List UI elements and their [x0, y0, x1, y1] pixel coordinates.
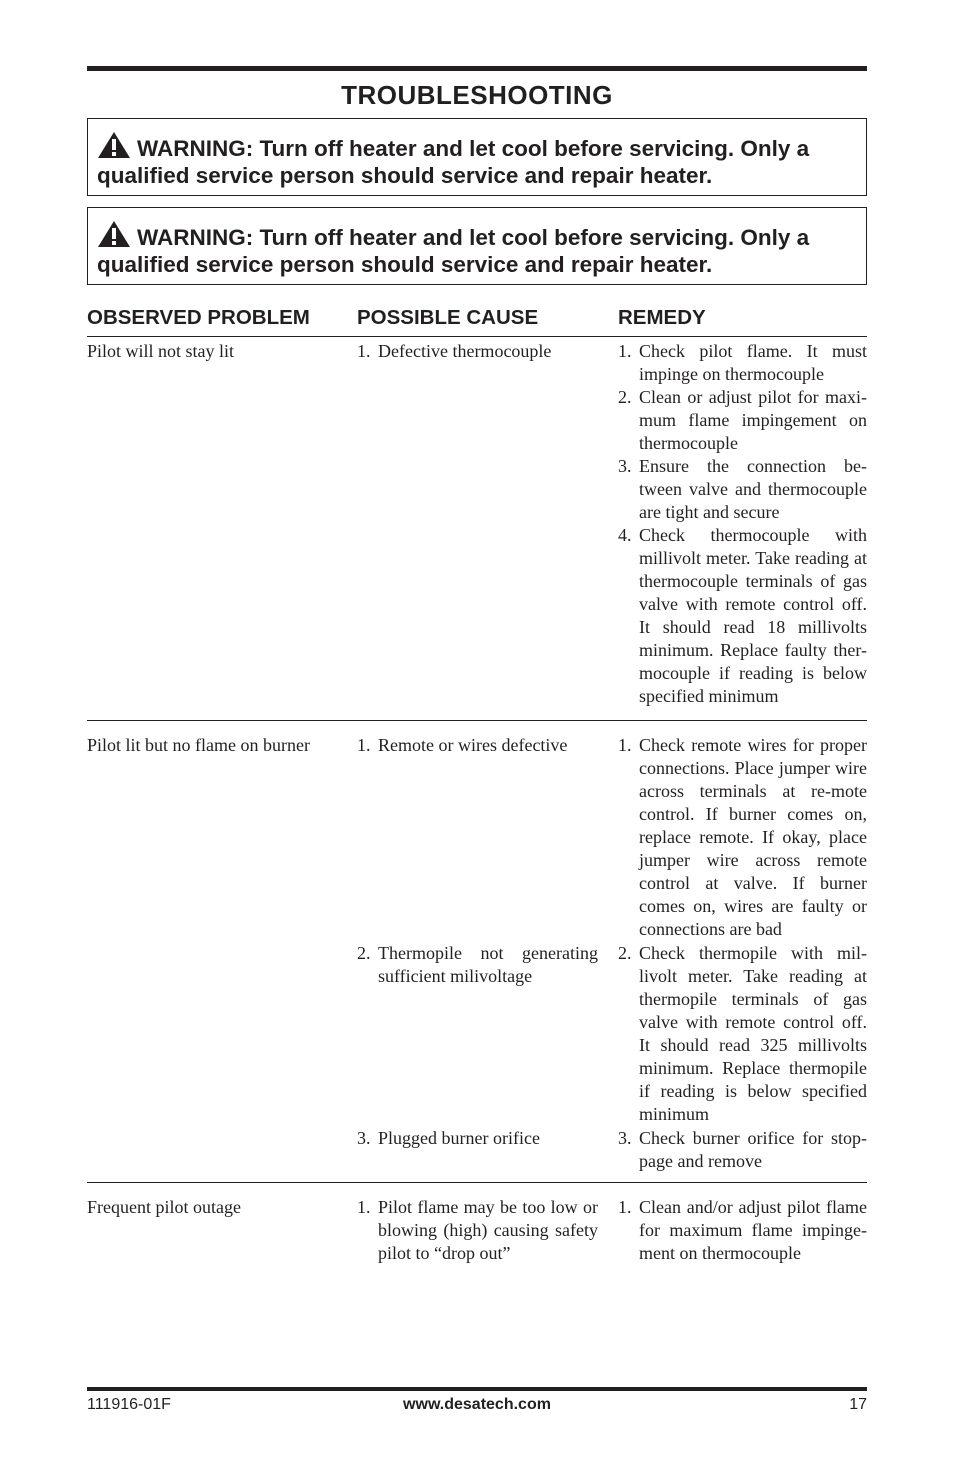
remedy-item: 1. Check pilot flame. It must impinge on thermocouple	[618, 341, 867, 384]
row-rule	[87, 1182, 867, 1183]
footer-rule	[87, 1387, 867, 1391]
remedy-item: 1. Clean and/or adjust pilot flame for maximum flame impinge-ment on thermocouple	[618, 1197, 867, 1263]
doc-number: 111916-01F	[87, 1396, 171, 1413]
header-possible-cause: POSSIBLE CAUSE	[357, 306, 539, 329]
cause-item: 1. Defective thermocouple	[357, 341, 552, 361]
warning-box-2	[87, 207, 867, 285]
remedy-item: 3. Check burner orifice for stop-page and remove	[618, 1128, 867, 1171]
page-number: 17	[849, 1396, 867, 1413]
warning-text-1: WARNING: Turn off heater and let cool before servicing. Only a qualified service person should service and repair heater.	[97, 136, 810, 188]
cause-item: 3. Plugged burner orifice	[357, 1128, 540, 1148]
cause-item: 1. Pilot flame may be too low or blowing (high) causing safety pilot to “drop out”	[357, 1197, 598, 1263]
remedy-item: 3. Ensure the connection be-tween valve and thermocouple are tight and secure	[618, 456, 867, 522]
cause-item: 2. Thermopile not generating sufficient milivoltage	[357, 943, 598, 986]
cause-item: 1. Remote or wires defective	[357, 735, 568, 755]
warning-triangle-icon	[97, 220, 131, 248]
remedy-item: 1. Check remote wires for proper connections. Place jumper wire across terminals at re-mote control. If burner comes on, replace remote. If okay, place jumper wire across remote control at valve. If burner comes on, wires are faulty or connections are bad	[618, 735, 867, 939]
header-remedy: REMEDY	[618, 306, 706, 329]
page-title: TROUBLESHOOTING	[341, 80, 613, 110]
warning-triangle-icon	[97, 131, 131, 159]
remedy-item: 2. Check thermopile with mil-livolt meter. Take reading at thermopile terminals of gas valve with remote control off. It should read 325 millivolts minimum. Replace thermopile if reading is below specified minimum	[618, 943, 867, 1124]
remedy-item: 2. Clean or adjust pilot for maxi-mum flame impingement on thermocouple	[618, 387, 867, 453]
warning-text-2: WARNING: Turn off heater and let cool before servicing. Only a qualified service person should service and repair heater.	[97, 225, 810, 277]
problem-frequent-pilot-outage: Frequent pilot outage	[87, 1197, 241, 1217]
website-link[interactable]: www.desatech.com	[403, 1396, 551, 1413]
remedy-item: 4. Check thermocouple with millivolt meter. Take reading at thermocouple terminals of gas valve with remote control off. It should read 18 millivolts minimum. Replace faulty ther-mocouple if reading is below specified minimum	[618, 525, 867, 706]
top-rule	[87, 66, 867, 71]
problem-pilot-not-stay-lit: Pilot will not stay lit	[87, 341, 235, 361]
problem-pilot-lit-no-flame: Pilot lit but no flame on burner	[87, 735, 310, 755]
header-rule	[87, 336, 867, 337]
header-observed-problem: OBSERVED PROBLEM	[87, 306, 310, 329]
warning-box-1	[87, 118, 867, 196]
row-rule	[87, 720, 867, 721]
